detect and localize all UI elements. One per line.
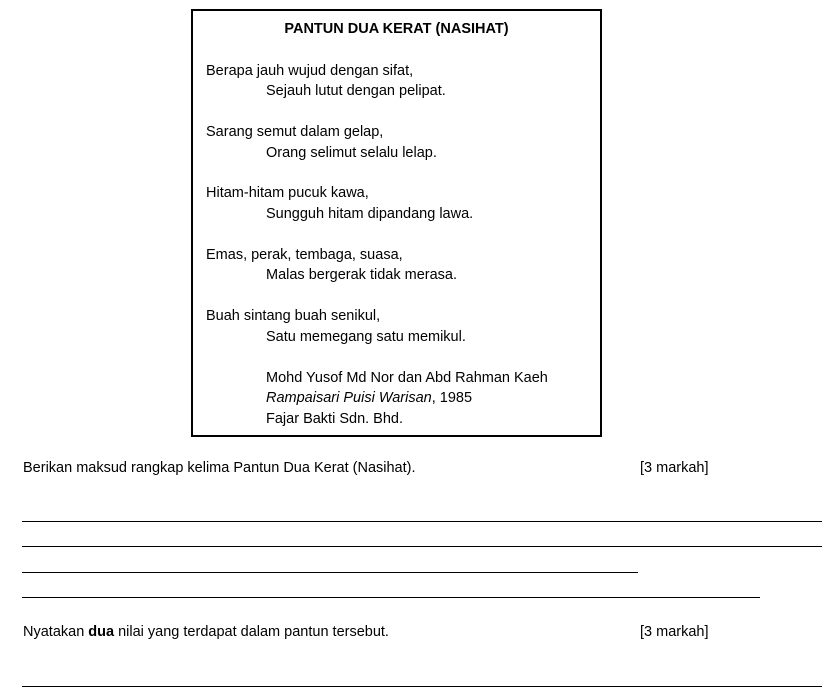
stanza-5-line-1: Buah sintang buah senikul, (206, 308, 381, 324)
stanza-3-line-1: Hitam-hitam pucuk kawa, (206, 185, 369, 201)
poem-box (191, 9, 602, 437)
source-authors: Mohd Yusof Md Nor dan Abd Rahman Kaeh (266, 370, 548, 386)
question-2-text-after: nilai yang terdapat dalam pantun tersebut. (114, 624, 389, 640)
stanza-1-line-2: Sejauh lutut dengan pelipat. (266, 83, 446, 99)
answer-line-1[interactable] (22, 521, 822, 522)
stanza-1-line-1: Berapa jauh wujud dengan sifat, (206, 63, 414, 79)
question-1-marks: [3 markah] (640, 460, 709, 476)
source-year: , 1985 (431, 390, 473, 406)
stanza-4-line-1: Emas, perak, tembaga, suasa, (206, 247, 403, 263)
source-publisher: Fajar Bakti Sdn. Bhd. (266, 411, 404, 427)
question-2-marks: [3 markah] (640, 624, 709, 640)
question-2-text-bold: dua (88, 624, 115, 640)
stanza-5-line-2: Satu memegang satu memikul. (266, 329, 466, 345)
question-2-text-before: Nyatakan (23, 624, 89, 640)
stanza-3-line-2: Sungguh hitam dipandang lawa. (266, 206, 474, 222)
answer-line-5[interactable] (22, 686, 822, 687)
poem-title: PANTUN DUA KERAT (NASIHAT) (284, 21, 509, 37)
answer-line-4[interactable] (22, 597, 760, 598)
stanza-2-line-1: Sarang semut dalam gelap, (206, 124, 384, 140)
question-2-text (23, 622, 389, 642)
stanza-4-line-2: Malas bergerak tidak merasa. (266, 267, 457, 283)
answer-line-2[interactable] (22, 546, 822, 547)
question-1-text: Berikan maksud rangkap kelima Pantun Dua Kerat (Nasihat). (23, 460, 416, 476)
source-book-title: Rampaisari Puisi Warisan (266, 390, 432, 406)
answer-line-3[interactable] (22, 572, 638, 573)
stanza-2-line-2: Orang selimut selalu lelap. (266, 145, 437, 161)
source-citation (266, 388, 472, 408)
